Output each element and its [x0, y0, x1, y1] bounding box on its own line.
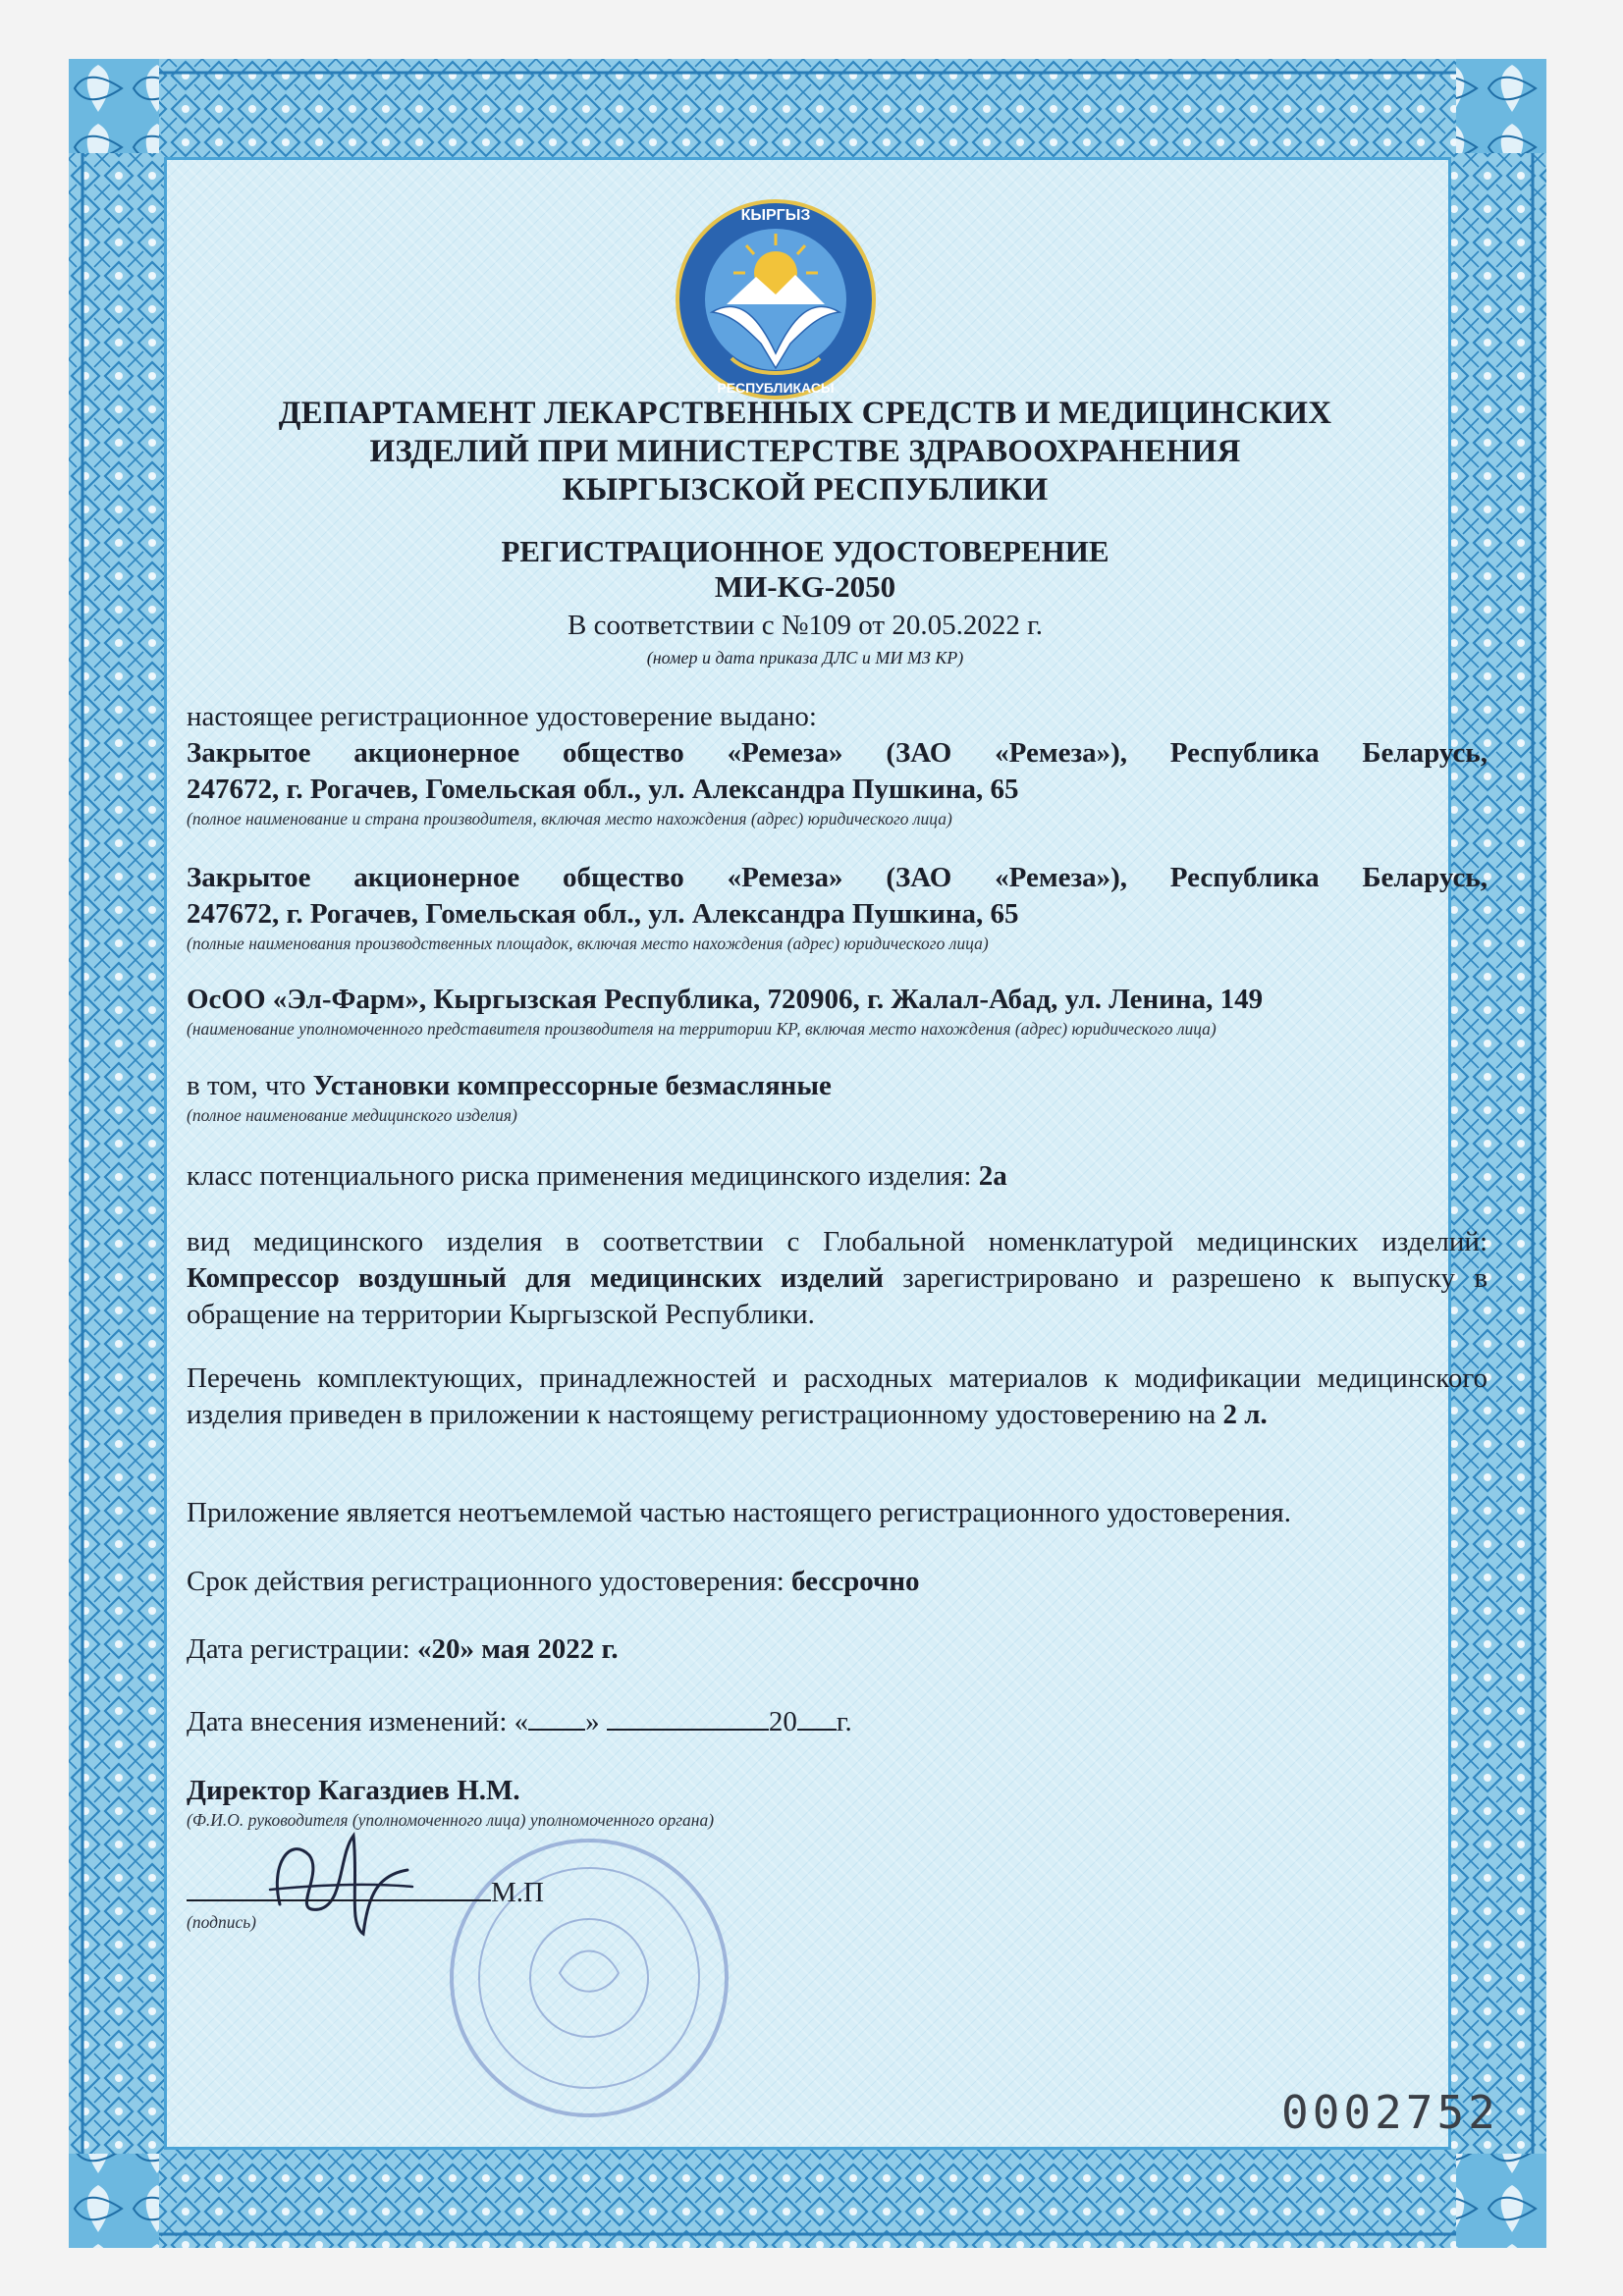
- representative-section: [187, 982, 1488, 1040]
- validity-section: [187, 1564, 1488, 1600]
- sites-line-1: Закрытое акционерное общество «Ремеза» (ЗАО «Ремеза»), Республика Беларусь,: [187, 862, 1488, 893]
- director-name: Директор Кагаздиев Н.М.: [187, 1775, 520, 1806]
- signature-line-section: [187, 1872, 1488, 1933]
- kind-text-start: вид медицинского изделия в соответствии с Глобальной номенклатурой медицинских изделий:: [187, 1226, 1488, 1257]
- reg-date-label: Дата регистрации:: [187, 1633, 410, 1665]
- representative: ОсОО «Эл-Фарм», Кыргызская Республика, 720906, г. Жалал-Абад, ул. Ленина, 149: [187, 984, 1264, 1015]
- department-line-3: КЫРГЫЗСКОЙ РЕСПУБЛИКИ: [562, 472, 1049, 507]
- order-note: (номер и дата приказа ДЛС и МИ МЗ КР): [646, 648, 964, 667]
- mp-label: М.П: [491, 1877, 544, 1908]
- issued-intro: настоящее регистрационное удостоверение выдано:: [187, 701, 817, 732]
- appendix-text: Приложение является неотъемлемой частью настоящего регистрационного удостоверения.: [187, 1497, 1291, 1528]
- issued-section: [187, 699, 1488, 829]
- sign-note: (подпись): [187, 1912, 257, 1932]
- list-pages: 2 л.: [1222, 1399, 1268, 1430]
- device-note: (полное наименование медицинского изделия): [187, 1105, 517, 1125]
- sites-note: (полные наименования производственных площадок, включая место нахождения (адрес) юридического лица): [187, 934, 989, 953]
- validity-label: Срок действия регистрационного удостоверения:: [187, 1566, 784, 1597]
- validity-value: бессрочно: [791, 1566, 920, 1597]
- device-name: Установки компрессорные безмасляные: [312, 1070, 832, 1101]
- change-date-section: [187, 1701, 1488, 1740]
- sites-section: [187, 860, 1488, 954]
- device-section: [187, 1068, 1488, 1126]
- sites-line-2: 247672, г. Рогачев, Гомельская обл., ул. Александра Пушкина, 65: [187, 898, 1019, 930]
- kind-name: Компрессор воздушный для медицинских изделий: [187, 1262, 884, 1294]
- department-heading: [157, 395, 1453, 509]
- change-date-mid: »: [585, 1706, 600, 1737]
- order-reference: В соответствии с №109 от 20.05.2022 г.: [568, 610, 1043, 641]
- device-prefix: в том, что: [187, 1070, 306, 1101]
- change-date-label: Дата внесения изменений: «: [187, 1706, 529, 1737]
- change-month-blank: [607, 1701, 769, 1731]
- kind-section: [187, 1224, 1488, 1333]
- reg-date-value: «20» мая 2022 г.: [416, 1633, 619, 1665]
- risk-class: 2а: [978, 1160, 1007, 1192]
- department-line-1: ДЕПАРТАМЕНТ ЛЕКАРСТВЕННЫХ СРЕДСТВ И МЕДИЦИНСКИХ: [278, 396, 1332, 431]
- kind-text-end: зарегистрировано и разрешено к выпуску в обращение на территории Кыргызской Республики.: [187, 1262, 1488, 1330]
- change-day-blank: [528, 1701, 585, 1731]
- signature-line: [187, 1872, 491, 1901]
- appendix-section: [187, 1495, 1488, 1531]
- representative-note: (наименование уполномоченного представителя производителя на территории КР, включая место нахождения (адрес) юридического лица): [187, 1019, 1217, 1039]
- list-section: [187, 1361, 1488, 1433]
- emblem-top-text: КЫРГЫЗ: [740, 207, 811, 224]
- director-note: (Ф.И.О. руководителя (уполномоченного лица) уполномоченного органа): [187, 1810, 715, 1830]
- registration-date-section: [187, 1631, 1488, 1668]
- change-year-blank: [797, 1701, 837, 1731]
- manufacturer-note: (полное наименование и страна производителя, включая место нахождения (адрес) юридического лица): [187, 809, 952, 828]
- emblem-bottom-text: РЕСПУБЛИКАСЫ: [717, 380, 835, 396]
- kyrgyz-emblem: [673, 196, 879, 402]
- department-line-2: ИЗДЕЛИЙ ПРИ МИНИСТЕРСТВЕ ЗДРАВООХРАНЕНИЯ: [369, 434, 1241, 469]
- change-date-suffix: г.: [836, 1706, 852, 1737]
- serial-number: 0002752: [1281, 2086, 1499, 2139]
- list-text: Перечень комплектующих, принадлежностей и расходных материалов к модификации медицинского изделия приведен в приложении к настоящему регистрационному удостоверению на: [187, 1362, 1488, 1430]
- certificate-number: МИ-KG-2050: [714, 569, 896, 604]
- change-date-year: 20: [768, 1706, 797, 1737]
- risk-text: класс потенциального риска применения медицинского изделия:: [187, 1160, 972, 1192]
- manufacturer-line-2: 247672, г. Рогачев, Гомельская обл., ул. Александра Пушкина, 65: [187, 774, 1019, 805]
- certificate-title-block: [157, 534, 1453, 605]
- certificate-title: РЕГИСТРАЦИОННОЕ УДОСТОВЕРЕНИЕ: [501, 534, 1109, 568]
- manufacturer-line-1: Закрытое акционерное общество «Ремеза» (ЗАО «Ремеза»), Республика Беларусь,: [187, 737, 1488, 769]
- risk-section: [187, 1158, 1488, 1195]
